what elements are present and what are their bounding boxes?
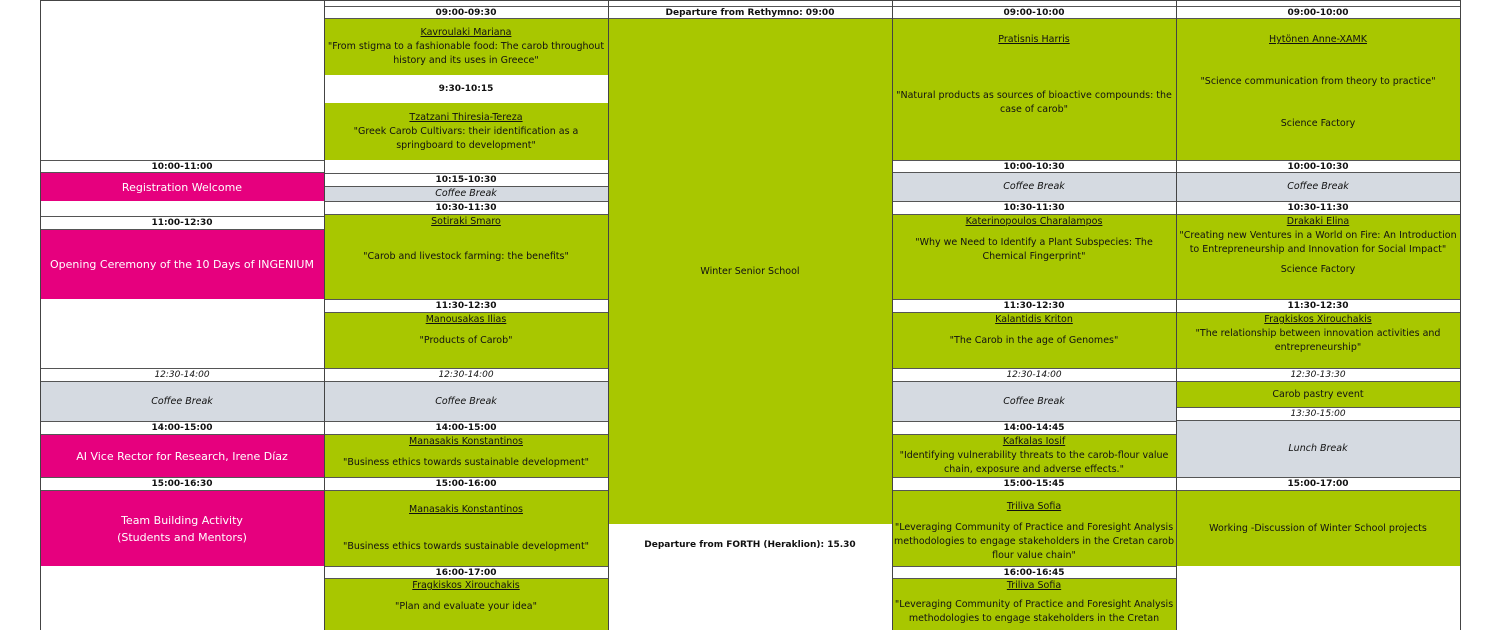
coffee-break: Coffee Break	[40, 382, 324, 421]
grid-line	[40, 0, 41, 630]
empty-cell	[40, 5, 324, 160]
speaker-name[interactable]: Manousakas Ilias	[425, 314, 507, 325]
time-slot: 14:00-15:00	[40, 421, 324, 435]
session-title: "Greek Carob Cultivars: their identification as a springboard to development"	[353, 125, 579, 151]
speaker-name[interactable]: Pratisnis Harris	[998, 34, 1070, 45]
grid-line	[1176, 0, 1177, 630]
time-slot: 10:15-10:30	[324, 173, 608, 187]
session-block	[324, 579, 608, 630]
speaker-name[interactable]: Triliva Sofia	[1006, 501, 1062, 512]
speaker-name[interactable]: Kalantidis Kriton	[995, 314, 1073, 325]
time-slot: 15:00-15:45	[892, 477, 1176, 491]
speaker-name[interactable]: Fragkiskos Xirouchakis	[412, 580, 520, 591]
event-vice-rector: AI Vice Rector for Research, Irene Díaz	[40, 435, 324, 477]
session-title: "Creating new Ventures in a World on Fire: An Introduction to Entrepreneurship and Innovation for Social Impact"	[1179, 230, 1457, 255]
time-slot: 11:00-12:30	[40, 216, 324, 230]
session-title: "Plan and evaluate your idea"	[395, 601, 537, 612]
time-slot: 09:00-09:30	[324, 6, 608, 19]
time-slot: 15:00-17:00	[1176, 477, 1460, 491]
session-title: "Business ethics towards sustainable development"	[342, 541, 590, 553]
time-slot: 12:30-13:30	[1176, 368, 1460, 382]
event-opening-ceremony: Opening Ceremony of the 10 Days of INGENIUM	[40, 230, 324, 299]
session-block	[1176, 19, 1460, 160]
grid-line	[892, 0, 893, 630]
session-title: "Science communication from theory to practice"	[1200, 76, 1436, 87]
session-block	[1176, 215, 1460, 299]
empty-cell	[1176, 566, 1460, 630]
winter-senior-school-block: Winter Senior School	[608, 19, 892, 524]
session-org: Science Factory	[1280, 118, 1356, 129]
speaker-name[interactable]: Sotiraki Smaro	[431, 216, 501, 227]
session-title: "Leveraging Community of Practice and Foresight Analysis methodologies to engage stakeholders in the Cretan carob flour value chain"	[894, 522, 1174, 561]
time-slot: 12:30-14:00	[892, 368, 1176, 382]
time-slot: 10:00-10:30	[892, 160, 1176, 173]
time-slot: 13:30-15:00	[1176, 407, 1460, 421]
speaker-name[interactable]: Drakaki Elina	[1286, 216, 1350, 227]
time-slot: 12:30-14:00	[40, 368, 324, 382]
empty-cell	[40, 566, 324, 630]
session-title: "Business ethics towards sustainable development"	[342, 457, 590, 468]
time-slot: 10:00-11:00	[40, 160, 324, 173]
grid-line	[1460, 0, 1461, 630]
event-team-building-line1: Team Building Activity	[121, 513, 243, 527]
speaker-name[interactable]: Katerinopoulos Charalampos	[965, 216, 1103, 227]
session-title: "Carob and livestock farming: the benefits"	[363, 251, 569, 262]
session-block	[892, 435, 1176, 477]
event-registration: Registration Welcome	[40, 173, 324, 201]
coffee-break: Coffee Break	[324, 187, 608, 201]
session-block	[892, 313, 1176, 368]
time-slot: 16:00-16:45	[892, 566, 1176, 579]
speaker-name[interactable]: Manasakis Konstantinos	[409, 503, 523, 515]
session-block	[324, 491, 608, 566]
session-block	[324, 19, 608, 75]
session-block	[324, 215, 608, 299]
cut-off-link[interactable]	[160, 0, 210, 4]
session-title: "From stigma to a fashionable food: The carob throughout history and its uses in Greece"	[327, 41, 605, 66]
cut-off-link[interactable]	[440, 0, 490, 4]
time-slot: 16:00-17:00	[324, 566, 608, 579]
time-slot: 15:00-16:30	[40, 477, 324, 491]
empty-cell	[608, 566, 892, 630]
time-slot: 09:00-10:00	[892, 6, 1176, 19]
time-slot: 10:30-11:30	[892, 201, 1176, 215]
empty-cell	[40, 201, 324, 216]
session-title: "The relationship between innovation activities and entrepreneurship"	[1195, 328, 1441, 353]
session-block	[892, 19, 1176, 160]
speaker-name[interactable]: Kavroulaki Mariana	[420, 27, 512, 38]
session-block	[892, 491, 1176, 566]
session-block	[892, 579, 1176, 630]
grid-line	[324, 0, 325, 630]
speaker-name[interactable]: Tzatzani Thiresia-Tereza	[409, 111, 523, 123]
departure-time: Departure from FORTH (Heraklion): 15.30	[608, 524, 892, 566]
time-slot: 11:30-12:30	[1176, 299, 1460, 313]
time-slot: 10:30-11:30	[324, 201, 608, 215]
coffee-break: Coffee Break	[1176, 173, 1460, 201]
cut-off-link[interactable]	[720, 0, 770, 4]
time-slot: 9:30-10:15	[324, 75, 608, 103]
event-team-building	[40, 491, 324, 566]
time-slot: 14:00-15:00	[324, 421, 608, 435]
session-title: "Why we Need to Identify a Plant Subspecies: The Chemical Fingerprint"	[915, 237, 1153, 262]
session-title: "Identifying vulnerability threats to the carob-flour value chain, exposure and adverse effects."	[899, 450, 1169, 475]
time-slot: 15:00-16:00	[324, 477, 608, 491]
grid-line	[608, 0, 609, 630]
speaker-name[interactable]: Fragkiskos Xirouchakis	[1264, 314, 1372, 325]
event-team-building-line2: (Students and Mentors)	[117, 530, 247, 544]
coffee-break: Coffee Break	[324, 382, 608, 421]
session-title: "Natural products as sources of bioactive compounds: the case of carob"	[896, 90, 1172, 115]
lunch-break: Lunch Break	[1176, 421, 1460, 477]
session-block	[892, 215, 1176, 299]
departure-time: Departure from Rethymno: 09:00	[608, 6, 892, 19]
coffee-break: Coffee Break	[892, 173, 1176, 201]
coffee-break: Coffee Break	[892, 382, 1176, 421]
speaker-name[interactable]: Kafkalas Iosif	[1002, 436, 1066, 447]
speaker-name[interactable]: Triliva Sofia	[1006, 580, 1062, 591]
time-slot: 11:30-12:30	[892, 299, 1176, 313]
session-org: Science Factory	[1280, 264, 1356, 275]
time-slot: 11:30-12:30	[324, 299, 608, 313]
time-slot: 10:30-11:30	[1176, 201, 1460, 215]
session-title: "The Carob in the age of Genomes"	[949, 335, 1119, 346]
session-block	[324, 103, 608, 160]
session-block	[324, 435, 608, 477]
time-slot: 10:00-10:30	[1176, 160, 1460, 173]
cut-off-link[interactable]	[1150, 0, 1200, 4]
speaker-name[interactable]: Manasakis Konstantinos	[409, 436, 523, 447]
session-block	[1176, 313, 1460, 368]
time-slot: 12:30-14:00	[324, 368, 608, 382]
speaker-name[interactable]: Hytönen Anne-XAMK	[1269, 34, 1367, 45]
time-slot: 14:00-14:45	[892, 421, 1176, 435]
session-block: Working -Discussion of Winter School projects	[1176, 491, 1460, 566]
session-title: "Leveraging Community of Practice and Foresight Analysis methodologies to engage stakeholders in the Cretan	[894, 599, 1174, 624]
session-block	[324, 313, 608, 368]
empty-cell	[40, 299, 324, 368]
session-title: "Products of Carob"	[419, 335, 513, 346]
time-slot: 09:00-10:00	[1176, 6, 1460, 19]
empty-cell	[324, 160, 608, 173]
session-block: Carob pastry event	[1176, 382, 1460, 407]
